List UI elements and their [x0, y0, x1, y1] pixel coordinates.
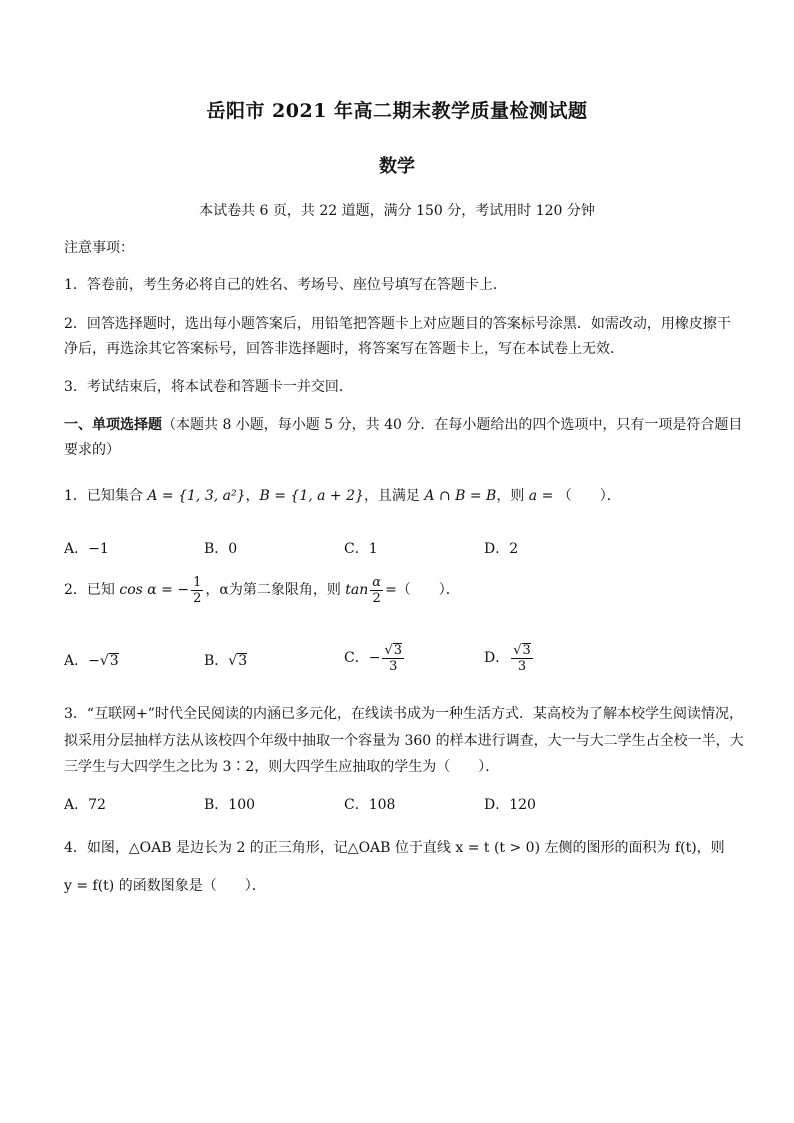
- q1-cond: ，且满足: [363, 488, 425, 504]
- q2-number: 2．已知: [64, 582, 120, 598]
- question-3-line-1: 3．“互联网+”时代全民阅读的内涵已多元化，在线读书成为一种生活方式．某高校为了解本校学生阅读情况，: [64, 706, 743, 722]
- question-1: [64, 484, 734, 509]
- q1-option-b: B．0: [204, 541, 238, 557]
- q2-tail: =（ ）．: [385, 582, 460, 598]
- q2-fraction: [191, 575, 203, 606]
- q1-option-c: C．1: [344, 541, 378, 557]
- sqrt-icon: √: [513, 642, 522, 658]
- q2-option-b-value: 3: [238, 653, 248, 669]
- note-item-3: 3．考试结束后，将本试卷和答题卡一并交回．: [64, 379, 353, 395]
- q2-option-c-radicand: 3: [393, 642, 403, 658]
- sqrt-icon: √: [228, 653, 238, 669]
- question-2: [64, 572, 734, 608]
- q2-option-c-fraction: [382, 643, 404, 674]
- q1-option-a: A．−1: [64, 541, 109, 557]
- q2-option-b-label: B．: [204, 653, 229, 669]
- note-item-2-cont: 净后，再选涂其它答案标号，回答非选择题时，将答案写在答题卡上，写在本试卷上无效．: [64, 341, 624, 357]
- q2-option-d: [484, 640, 535, 676]
- q2-option-a: [64, 650, 119, 670]
- exam-title: 岳阳市 2021 年高二期末教学质量检测试题: [206, 100, 588, 122]
- q2-option-b: [204, 650, 247, 670]
- exam-info: 本试卷共 6 页，共 22 道题，满分 150 分，考试用时 120 分钟: [199, 203, 595, 219]
- q2-mid: ，α为第二象限角，则: [205, 582, 346, 598]
- q2-option-d-radicand: 3: [522, 642, 531, 658]
- q3-option-c: C．108: [344, 797, 396, 813]
- q1-ask: ，则: [496, 488, 529, 504]
- q1-option-d: D．2: [484, 541, 519, 557]
- notes-heading: 注意事项：: [64, 240, 134, 256]
- q1-condition: A ∩ B = B: [424, 488, 497, 504]
- q2-tan: tan: [345, 582, 369, 598]
- q2-option-c-label: C．−: [344, 650, 381, 666]
- question-3-line-3: 三学生与大四学生之比为 3∶2，则大四学生应抽取的学生为（ ）．: [64, 759, 500, 775]
- q2-frac-num: 1: [193, 574, 202, 590]
- q1-set-b: B = {1, a + 2}: [259, 488, 364, 504]
- q1-tail: （ ）．: [557, 488, 621, 504]
- q1-target: a =: [528, 488, 558, 504]
- sqrt-icon: √: [384, 642, 393, 658]
- note-item-2: 2．回答选择题时，选出每小题答案后，用铅笔把答题卡上对应题目的答案标号涂黑．如需改动，用橡皮擦干: [64, 316, 731, 332]
- q2-tan-num: α: [372, 574, 382, 590]
- q2-option-a-label: A．−: [64, 653, 100, 669]
- q1-number: 1．已知集合: [64, 488, 148, 504]
- q2-cos: cos α = −: [119, 582, 190, 598]
- q3-option-b: B．100: [204, 797, 256, 813]
- q3-option-d: D．120: [484, 797, 536, 813]
- q2-option-d-label: D．: [484, 650, 510, 666]
- note-item-1: 1．答卷前，考生务必将自己的姓名、考场号、座位号填写在答题卡上．: [64, 277, 507, 293]
- q2-option-d-fraction: [511, 643, 533, 674]
- q2-tan-fraction: [370, 575, 383, 606]
- exam-subject: 数学: [379, 156, 415, 177]
- section-1-label: 一、单项选择题: [64, 417, 162, 433]
- question-4-line-2: y = f(t) 的函数图象是（ ）．: [64, 878, 266, 894]
- q2-option-c-num: [382, 643, 404, 659]
- q2-frac-den: 2: [193, 590, 202, 606]
- section-1-desc-cont: 要求的）: [64, 442, 120, 458]
- q2-option-a-value: 3: [109, 653, 119, 669]
- section-1-desc: （本题共 8 小题，每小题 5 分，共 40 分．在每小题给出的四个选项中，只有一项是符合题目: [162, 417, 743, 433]
- q3-option-a: A．72: [64, 797, 106, 813]
- sqrt-icon: √: [99, 653, 109, 669]
- question-4-line-1: 4．如图，△OAB 是边长为 2 的正三角形，记△OAB 位于直线 x = t (t > 0) 左侧的图形的面积为 f(t)，则: [64, 840, 725, 856]
- q2-option-c: [344, 640, 406, 676]
- q2-option-d-den: 3: [517, 658, 527, 674]
- q2-option-c-den: 3: [389, 658, 398, 674]
- question-3-line-2: 拟采用分层抽样方法从该校四个年级中抽取一个容量为 360 的样本进行调查，大一与大二学生占全校一半，大: [64, 733, 744, 749]
- section-1-heading: [64, 413, 743, 438]
- q2-option-d-num: [511, 643, 533, 659]
- q1-set-a: A = {1, 3, a²}: [147, 488, 246, 504]
- q1-sep: ，: [245, 488, 260, 504]
- q2-tan-den: 2: [372, 590, 381, 606]
